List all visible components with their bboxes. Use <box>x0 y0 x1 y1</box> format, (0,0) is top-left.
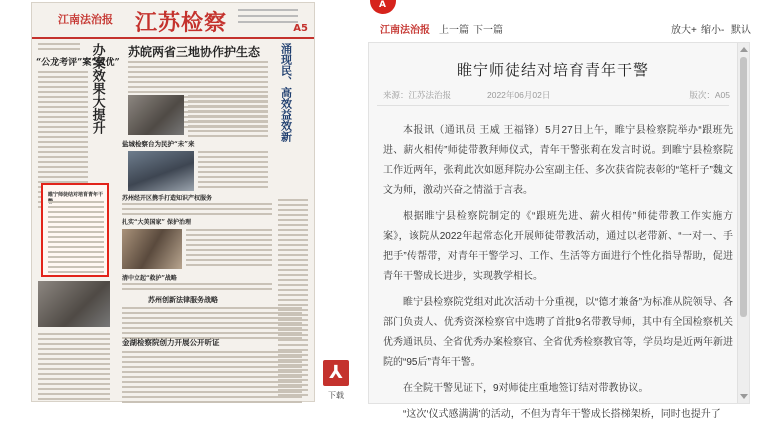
pdf-download-button[interactable] <box>321 360 351 400</box>
article-paragraph: “这次‘仪式感满满’的活动，不但为青年干警成长搭梯架桥，同时也提升了 <box>403 409 721 420</box>
article-date: 2022年06月02日 <box>487 90 551 100</box>
page-badge <box>370 0 396 14</box>
page-number-corner: A5 <box>293 23 308 34</box>
selected-article-highlight[interactable] <box>41 183 109 277</box>
pdf-download-label: 下载 <box>328 391 344 400</box>
zoom-in-button[interactable]: 放大+ <box>671 25 697 36</box>
text-block <box>122 203 272 218</box>
prev-article-button[interactable]: 上一篇 <box>439 25 469 36</box>
meta-divider <box>377 105 729 106</box>
news-photo <box>38 281 110 327</box>
masthead-info-lines <box>238 9 298 27</box>
newspaper-masthead <box>32 3 314 39</box>
article-page: 版次：A05 <box>689 90 730 100</box>
newspaper-headline[interactable]: 苏州创新法律服务战略 <box>148 295 218 304</box>
zoom-out-button[interactable]: 缩小- <box>701 25 725 36</box>
text-block <box>48 201 104 276</box>
article-meta <box>379 87 734 103</box>
newspaper-headline[interactable]: 盐城检察台为民护“未”来 <box>122 140 195 148</box>
reader-toolbar <box>375 18 750 40</box>
article-paragraph: 睢宁县检察院党组对此次活动十分重视，以“德才兼备”为标准从院领导、各部门负责人、优秀资深检察官中选聘了首批9名带教导师，其中有全国检察机关优秀通讯员、全省优秀办案检察官、全省优秀检察教官等，学员均是近两年新进院的“95后”青年干警。 <box>383 297 733 368</box>
article-paragraph: 本报讯（通讯员 王威 王福锋）5月27日上午，睢宁县检察院举办“跟班先进、薪火相传”师徒带教拜师仪式，青年干警张莉在发言时说。到睢宁县检察院工作近两年，张莉此次如愿拜院办公室副主任、多次获省院表彰的“笔杆子”魏文文为师，激动兴奋之情溢于言表。 <box>383 125 733 196</box>
newspaper-headline[interactable]: 金湖检察院创力开展公开听证 <box>122 338 220 347</box>
newspaper-page-name: 江苏检察 <box>135 10 228 36</box>
article-source: 来源：江苏法治报 <box>383 90 452 100</box>
next-article-button[interactable]: 下一篇 <box>473 25 503 36</box>
text-block <box>278 199 308 399</box>
selected-article-title: 睢宁师徒结对培育青年干 <box>48 192 104 198</box>
newspaper-headline[interactable]: 苏州经开区携手打造知识产权服务 <box>122 195 213 202</box>
article-body <box>383 121 733 431</box>
text-block <box>186 229 272 269</box>
article-paragraph: 在全院干警见证下，9对师徒庄重地签订结对带教协议。 <box>403 383 649 394</box>
article-title: 睢宁师徒结对培育青年干警 <box>456 62 649 79</box>
text-block <box>38 333 110 403</box>
newspaper-headline[interactable]: 苏皖两省三地协作护生态 <box>128 45 261 59</box>
text-block <box>38 43 80 53</box>
newspaper-headline[interactable]: “公龙考评”案”致优” <box>36 58 120 68</box>
scroll-down-arrow-icon[interactable] <box>740 394 748 399</box>
scroll-up-arrow-icon[interactable] <box>740 47 748 52</box>
default-zoom-button[interactable]: 默认 <box>731 25 751 36</box>
text-block <box>122 283 272 293</box>
news-photo <box>128 95 184 135</box>
newspaper-headline[interactable]: 清中立起“救护”战略 <box>122 275 177 282</box>
news-photo <box>128 151 194 191</box>
scroll-thumb[interactable] <box>740 57 747 317</box>
article-paragraph: 根据睢宁县检察院制定的《“跟班先进、薪火相传”师徒带教工作实施方案》，该院从2022年起常态化开展师徒带教活动，通过以老带新、“一对一、手把手”传帮带，对青年干警学习、工作、生活等方面进行个性化指导帮助，促进青年干警成长进步，实现教学相长。 <box>383 211 733 282</box>
text-block <box>198 151 268 191</box>
newspaper-headline[interactable]: 扎实“大美国家” 保护治理 <box>122 219 191 226</box>
page-badge-char: A <box>379 0 386 10</box>
newspaper-page-thumbnail[interactable] <box>31 2 315 402</box>
newspaper-logo: 江南法治报 <box>58 13 113 26</box>
newspaper-headline[interactable]: 涌现民、高效益效新 <box>279 43 293 142</box>
reader-logo: 江南法治报 <box>380 25 430 36</box>
newspaper-headline[interactable]: 办案效果大提升 <box>89 43 105 134</box>
article-panel[interactable] <box>368 42 750 420</box>
text-block <box>188 95 268 140</box>
news-photo <box>122 229 182 269</box>
text-block <box>122 351 302 406</box>
article-scrollbar[interactable] <box>737 43 749 403</box>
pdf-icon: ⅄ <box>323 360 349 386</box>
